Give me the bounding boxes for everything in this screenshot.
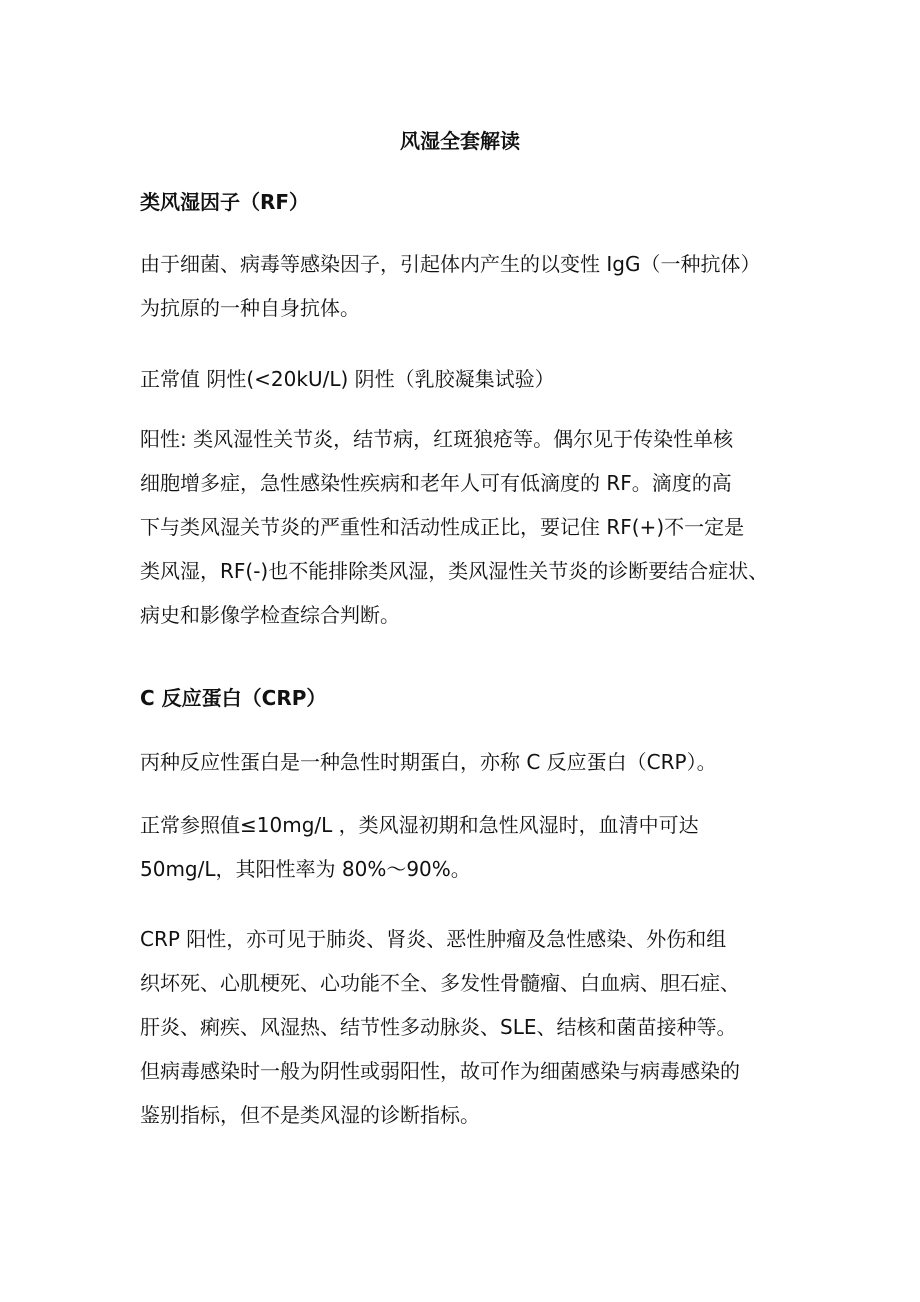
paragraph-line: 细胞增多症，急性感染性疾病和老年人可有低滴度的 RF。滴度的高 xyxy=(140,471,732,495)
paragraph-line: 为抗原的一种自身抗体。 xyxy=(140,296,360,320)
paragraph-line: 鉴别指标，但不是类风湿的诊断指标。 xyxy=(140,1103,480,1127)
paragraph-line: 正常参照值≤10mg/L ，类风湿初期和急性风湿时，血清中可达 xyxy=(140,813,699,837)
paragraph-line: 50mg/L，其阳性率为 80%～90%。 xyxy=(140,857,471,881)
crp-definition-paragraph xyxy=(140,740,800,784)
section-heading-rf: 类风湿因子（RF） xyxy=(140,190,310,214)
paragraph-line: 类风湿，RF(-)也不能排除类风湿，类风湿性关节炎的诊断要结合症状、 xyxy=(140,559,769,583)
rf-normal-value-paragraph xyxy=(140,357,800,401)
paragraph-line: 丙种反应性蛋白是一种急性时期蛋白，亦称 C 反应蛋白（CRP）。 xyxy=(140,750,717,774)
paragraph-line: 织坏死、心肌梗死、心功能不全、多发性骨髓瘤、白血病、胆石症、 xyxy=(140,971,740,995)
document-title: 风湿全套解读 xyxy=(400,129,520,153)
crp-positive-paragraph xyxy=(140,917,800,1137)
paragraph-line: 阳性: 类风湿性关节炎，结节病，红斑狼疮等。偶尔见于传染性单核 xyxy=(140,427,734,451)
paragraph-line: 但病毒感染时一般为阴性或弱阳性，故可作为细菌感染与病毒感染的 xyxy=(140,1059,740,1083)
paragraph-line: 正常值 阴性(<20kU/L) 阴性（乳胶凝集试验） xyxy=(140,367,555,391)
paragraph-line: CRP 阳性，亦可见于肺炎、肾炎、恶性肿瘤及急性感染、外伤和组 xyxy=(140,927,727,951)
paragraph-line: 肝炎、痢疾、风湿热、结节性多动脉炎、SLE、结核和菌苗接种等。 xyxy=(140,1015,737,1039)
section-heading-crp: C 反应蛋白（CRP） xyxy=(140,686,327,710)
paragraph-line: 下与类风湿关节炎的严重性和活动性成正比，要记住 RF(+)不一定是 xyxy=(140,515,745,539)
rf-positive-paragraph xyxy=(140,417,800,637)
paragraph-line: 病史和影像学检查综合判断。 xyxy=(140,603,400,627)
paragraph-line: 由于细菌、病毒等感染因子，引起体内产生的以变性 IgG（一种抗体） xyxy=(140,252,761,276)
crp-normal-value-paragraph xyxy=(140,803,800,891)
rf-definition-paragraph xyxy=(140,242,800,330)
